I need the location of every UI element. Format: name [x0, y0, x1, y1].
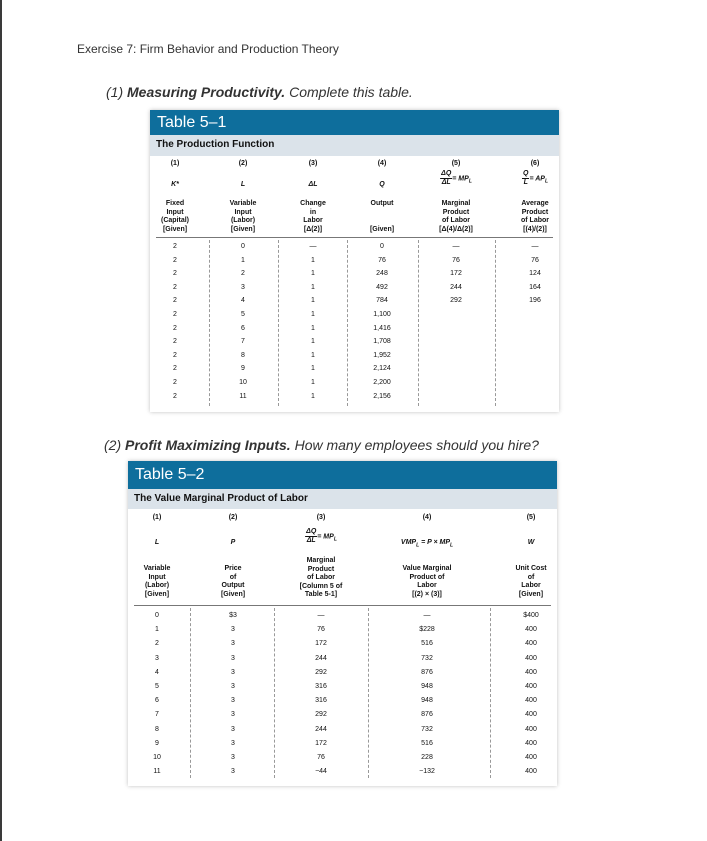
t2-cell-r8-c2: 3	[231, 725, 235, 733]
t2-colnum-1: (1)	[152, 514, 162, 521]
question-1-heading: Measuring Productivity.	[127, 84, 286, 100]
t1-header-3	[300, 200, 326, 234]
t2-vmp-subscript-2: L	[450, 542, 454, 549]
t1-header-6	[521, 200, 549, 234]
t2-cell-r11-c3: −44	[315, 768, 327, 776]
t1-header-2	[230, 200, 257, 234]
t2-cell-r5-c3: 316	[315, 683, 327, 690]
t2-header-5	[515, 565, 546, 599]
t1-cell-r1-c2: 1	[241, 256, 245, 264]
t1-h4-line1: Output	[370, 200, 394, 207]
t2-cell-r0-c4: —	[423, 612, 431, 619]
t2-h3-line5: Table 5-1]	[304, 591, 338, 598]
t1-symbol-k: K*	[171, 181, 179, 188]
t2-cell-r0-c1: 0	[155, 612, 159, 619]
t2-cell-r11-c1: 11	[153, 768, 161, 776]
t2-cell-r11-c5: 400	[525, 768, 537, 776]
t2-cell-r7-c2: 3	[231, 711, 235, 719]
t2-cell-r10-c4: 228	[421, 754, 433, 761]
t2-header-1	[144, 565, 171, 599]
t1-mp-denominator: ΔL	[441, 179, 451, 186]
question-1-text: Complete this table.	[289, 84, 413, 100]
t1-cell-r1-c6: 76	[531, 256, 539, 264]
table-5-2-subtitle: The Value Marginal Product of Labor	[134, 493, 308, 504]
t1-symbol-l: L	[240, 181, 246, 188]
t2-cell-r9-c5: 400	[525, 739, 537, 747]
t2-h3-line3: of Labor	[307, 574, 335, 581]
t1-cell-r4-c1: 2	[173, 297, 177, 305]
t1-divider-5	[495, 240, 496, 406]
t2-cell-r9-c1: 9	[155, 739, 159, 747]
t2-cell-r1-c2: 3	[231, 626, 235, 634]
t2-cell-r6-c3: 316	[315, 697, 327, 705]
t1-colnum-3: (3)	[308, 160, 318, 167]
t1-cell-r3-c4: 492	[376, 283, 388, 291]
t2-cell-r7-c4: 876	[421, 711, 433, 719]
t2-symbol-p: P	[230, 539, 236, 546]
t2-divider-4	[490, 608, 491, 778]
t1-h6-line3: of Labor	[521, 217, 549, 224]
t1-h6-line4: [(4)/(2)]	[523, 225, 547, 233]
t2-cell-r4-c1: 4	[155, 668, 159, 676]
t1-h2-line1: Variable	[229, 200, 257, 207]
t1-cell-r2-c6: 124	[529, 270, 541, 278]
t1-cell-r0-c1: 2	[173, 243, 177, 250]
t1-cell-r6-c2: 6	[241, 324, 245, 332]
t2-cell-r8-c5: 400	[525, 725, 537, 733]
t1-cell-r8-c2: 8	[241, 351, 245, 359]
t1-colnum-4: (4)	[377, 160, 387, 167]
t1-colnum-6: (6)	[530, 160, 540, 167]
t1-cell-r6-c1: 2	[173, 324, 177, 332]
t1-mp-numerator: ΔQ	[441, 170, 452, 177]
table-5-1-header	[150, 110, 559, 135]
t1-cell-r3-c1: 2	[173, 283, 177, 291]
t2-h2-line4: [Given]	[220, 590, 246, 598]
t1-cell-r4-c2: 4	[241, 297, 245, 305]
t2-h2-line3: Output	[221, 582, 245, 589]
t2-h1-line4: [Given]	[144, 590, 170, 598]
t1-cell-r5-c1: 2	[173, 311, 177, 318]
t1-cell-r4-c4: 784	[376, 297, 388, 305]
t2-cell-r5-c5: 400	[525, 683, 537, 690]
t1-cell-r4-c5: 292	[450, 297, 462, 305]
t2-cell-r4-c3: 292	[315, 668, 327, 676]
t2-colnum-3: (3)	[316, 514, 326, 521]
t1-cell-r8-c4: 1,952	[373, 351, 391, 359]
t1-cell-r1-c1: 2	[173, 256, 177, 264]
t2-cell-r1-c5: 400	[525, 626, 537, 634]
t2-cell-r6-c4: 948	[421, 697, 433, 705]
t2-symbol-l: L	[154, 539, 160, 546]
t1-cell-r9-c4: 2,124	[373, 365, 391, 373]
t2-cell-r2-c5: 400	[525, 640, 537, 648]
t1-h6-line2: Product	[521, 208, 549, 216]
t2-h3-line4: [Column 5 of	[299, 582, 343, 590]
t2-cell-r10-c1: 10	[153, 754, 161, 761]
t1-h3-line3: Labor	[303, 217, 323, 224]
t1-h5-line3: of Labor	[442, 217, 470, 224]
t2-vmp-subscript: L	[416, 542, 420, 549]
question-2	[104, 437, 539, 453]
t1-cell-r6-c3: 1	[311, 324, 315, 332]
t2-mp-denominator: ΔL	[306, 537, 316, 544]
t2-h5-line4: [Given]	[518, 590, 544, 598]
t2-cell-r1-c4: $228	[419, 626, 435, 634]
t1-h5-line4: [Δ(4)/Δ(2)]	[439, 225, 473, 233]
t1-ap-numerator: Q	[522, 170, 529, 177]
t2-cell-r8-c1: 8	[155, 725, 159, 733]
t1-cell-r9-c3: 1	[311, 365, 315, 373]
t1-cell-r7-c4: 1,708	[373, 338, 391, 346]
t2-cell-r8-c4: 732	[421, 725, 433, 733]
t2-cell-r6-c5: 400	[525, 697, 537, 705]
t2-divider-1	[190, 608, 191, 778]
t2-h4-line2: Product of	[409, 573, 445, 581]
t1-cell-r5-c4: 1,100	[373, 311, 391, 318]
table-5-1-title: Table 5–1	[157, 114, 227, 131]
t1-h3-line4: [Δ(2)]	[303, 225, 323, 233]
t2-header-4	[402, 565, 451, 599]
t2-h3-line2: Product	[307, 565, 335, 573]
t1-ap-label: = AP	[529, 175, 545, 183]
t1-cell-r2-c4: 248	[376, 270, 388, 278]
t1-cell-r2-c1: 2	[173, 270, 177, 278]
t2-cell-r3-c2: 3	[231, 654, 235, 662]
t2-cell-r9-c2: 3	[231, 739, 235, 747]
t2-cell-r7-c1: 7	[155, 711, 159, 719]
t1-cell-r11-c1: 2	[173, 392, 177, 400]
t2-cell-r1-c1: 1	[155, 626, 159, 634]
t1-cell-r0-c2: 0	[241, 243, 245, 250]
t2-cell-r1-c3: 76	[317, 626, 325, 634]
t2-cell-r10-c5: 400	[525, 754, 537, 761]
t1-cell-r10-c3: 1	[311, 379, 315, 386]
t1-header-1	[161, 200, 189, 234]
t2-header-2	[221, 565, 245, 599]
t2-h4-line1: Value Marginal	[402, 565, 452, 572]
question-2-number: (2)	[104, 437, 122, 453]
t2-cell-r10-c3: 76	[317, 754, 325, 761]
t1-mp-subscript: L	[468, 178, 472, 185]
t1-symbol-delta-l: ΔL	[308, 181, 318, 188]
t1-colnum-5: (5)	[451, 160, 461, 167]
t2-cell-r0-c2: $3	[229, 612, 237, 619]
t2-h2-line1: Price	[224, 565, 242, 572]
table-5-1-subtitle: The Production Function	[156, 139, 275, 150]
t2-symbol-vmp	[401, 539, 453, 548]
t2-cell-r2-c2: 3	[231, 640, 235, 648]
t2-cell-r2-c4: 516	[421, 640, 433, 648]
table-5-2-subtitle-bar	[128, 489, 557, 509]
t1-colnum-1: (1)	[170, 160, 180, 167]
t1-h1-line2: Input	[166, 208, 184, 216]
t1-symbol-q: Q	[379, 181, 385, 188]
table-5-2	[128, 461, 557, 786]
t1-mp-label: = MP	[452, 175, 469, 183]
t1-h2-line4: [Given]	[230, 225, 256, 233]
question-1-number: (1)	[106, 84, 124, 100]
t1-h2-line2: Input	[234, 208, 252, 216]
t2-divider-2	[274, 608, 275, 778]
t2-cell-r6-c2: 3	[231, 697, 235, 705]
t2-cell-r2-c1: 2	[155, 640, 159, 648]
t1-h5-line2: Product	[442, 208, 470, 216]
table-5-2-header	[128, 461, 557, 489]
t2-h4-line4: [(2) × (3)]	[412, 590, 442, 598]
t2-colnum-4: (4)	[422, 514, 432, 521]
t2-cell-r8-c3: 244	[315, 725, 327, 733]
exercise-title: Exercise 7: Firm Behavior and Production Theory	[77, 42, 339, 56]
t2-cell-r5-c1: 5	[155, 683, 159, 690]
t1-divider-4	[418, 240, 419, 406]
t2-cell-r6-c1: 6	[155, 697, 159, 705]
t2-cell-r3-c1: 3	[155, 654, 159, 662]
t2-h2-line2: of	[229, 573, 237, 581]
t1-h3-line1: Change	[300, 200, 326, 207]
t2-h1-line3: (Labor)	[144, 582, 170, 589]
t1-cell-r1-c5: 76	[452, 256, 460, 264]
t2-h5-line2: of	[527, 573, 535, 581]
t2-mp-label: = MP	[317, 533, 334, 541]
t1-cell-r9-c1: 2	[173, 365, 177, 373]
t1-cell-r0-c6: —	[531, 243, 539, 250]
t1-cell-r5-c3: 1	[311, 311, 315, 318]
table-5-1-subtitle-bar	[150, 135, 559, 156]
t2-h3-line1: Marginal	[306, 557, 336, 564]
t1-h4-line4: [Given]	[369, 225, 395, 233]
t2-mp-subscript: L	[333, 536, 337, 543]
t1-cell-r11-c2: 11	[239, 392, 247, 400]
table-5-1	[150, 110, 559, 412]
t1-cell-r6-c4: 1,416	[373, 324, 391, 332]
t1-cell-r0-c4: 0	[380, 243, 384, 250]
t2-h1-line2: Input	[148, 573, 166, 581]
t2-cell-r4-c2: 3	[231, 668, 235, 676]
t1-symbol-ap	[522, 170, 548, 187]
t1-ap-denominator: L	[523, 179, 528, 186]
t1-h2-line3: (Labor)	[230, 217, 256, 224]
t1-cell-r0-c3: —	[309, 243, 317, 250]
t2-h1-line1: Variable	[143, 565, 171, 572]
t2-cell-r11-c2: 3	[231, 768, 235, 776]
t1-h1-line4: [Given]	[162, 225, 188, 233]
t2-cell-r3-c4: 732	[421, 654, 433, 662]
t1-h3-line2: in	[309, 208, 317, 216]
t1-cell-r11-c3: 1	[311, 392, 315, 400]
t2-cell-r4-c4: 876	[421, 668, 433, 676]
t1-cell-r3-c5: 244	[450, 283, 462, 291]
t1-divider-3	[347, 240, 348, 406]
question-1	[106, 84, 413, 100]
t2-cell-r2-c3: 172	[315, 640, 327, 648]
t2-mp-numerator: ΔQ	[306, 528, 317, 535]
t1-cell-r2-c2: 2	[241, 270, 245, 278]
t2-vmp-formula: = P × MP	[419, 539, 451, 546]
t2-cell-r7-c5: 400	[525, 711, 537, 719]
question-2-text: How many employees should you hire?	[294, 437, 539, 453]
t1-cell-r3-c3: 1	[311, 283, 315, 291]
t1-cell-r7-c1: 2	[173, 338, 177, 346]
t2-symbol-mp	[305, 528, 337, 545]
t1-ap-subscript: L	[544, 178, 549, 185]
t1-h6-line1: Average	[521, 200, 549, 207]
t2-divider-3	[368, 608, 369, 778]
t1-cell-r7-c2: 7	[241, 338, 245, 346]
t2-vmp-label: VMP	[400, 539, 417, 546]
t2-h5-line3: Labor	[521, 582, 541, 589]
t1-cell-r10-c4: 2,200	[373, 379, 391, 386]
t2-cell-r3-c5: 400	[525, 654, 537, 662]
t1-colnum-2: (2)	[238, 160, 248, 167]
t2-symbol-w: W	[527, 539, 535, 546]
t1-cell-r4-c6: 196	[529, 297, 541, 305]
t1-cell-r2-c5: 172	[450, 270, 462, 278]
t1-cell-r4-c3: 1	[311, 297, 315, 305]
t2-cell-r0-c3: —	[317, 612, 325, 619]
t1-cell-r1-c4: 76	[378, 256, 386, 264]
t2-cell-r7-c3: 292	[315, 711, 327, 719]
t1-header-5	[439, 200, 473, 234]
t1-divider-2	[278, 240, 279, 406]
t2-cell-r9-c3: 172	[315, 739, 327, 747]
table-5-2-title: Table 5–2	[135, 466, 205, 483]
t1-header-rule	[156, 237, 553, 238]
left-border	[0, 0, 2, 841]
t2-colnum-2: (2)	[228, 514, 238, 521]
t2-cell-r5-c2: 3	[231, 683, 235, 690]
t1-symbol-mp	[440, 170, 472, 187]
t2-h5-line1: Unit Cost	[515, 565, 547, 572]
t1-cell-r3-c6: 164	[529, 283, 541, 291]
t2-cell-r11-c4: −132	[419, 768, 435, 776]
t1-cell-r8-c3: 1	[311, 351, 315, 359]
t1-cell-r0-c5: —	[452, 243, 460, 250]
t2-cell-r5-c4: 948	[421, 683, 433, 690]
t1-divider-1	[209, 240, 210, 406]
t2-cell-r0-c5: $400	[523, 612, 539, 619]
t1-cell-r11-c4: 2,156	[373, 392, 391, 400]
t1-h1-line1: Fixed	[165, 200, 185, 207]
t1-cell-r10-c1: 2	[173, 379, 177, 386]
t1-cell-r10-c2: 10	[239, 379, 247, 386]
t2-h4-line3: Labor	[417, 582, 437, 589]
t2-header-3	[300, 557, 343, 600]
t2-cell-r3-c3: 244	[315, 654, 327, 662]
t1-header-4	[370, 200, 394, 234]
t2-cell-r9-c4: 516	[421, 739, 433, 747]
t1-cell-r9-c2: 9	[241, 365, 245, 373]
t1-cell-r3-c2: 3	[241, 283, 245, 291]
t1-h1-line3: (Capital)	[161, 217, 189, 224]
t1-cell-r5-c2: 5	[241, 311, 245, 318]
t1-cell-r1-c3: 1	[311, 256, 315, 264]
t1-cell-r7-c3: 1	[311, 338, 315, 346]
t1-cell-r2-c3: 1	[311, 270, 315, 278]
t1-h5-line1: Marginal	[441, 200, 471, 207]
t2-cell-r10-c2: 3	[231, 754, 235, 761]
t2-header-rule	[134, 605, 551, 606]
t2-colnum-5: (5)	[526, 514, 536, 521]
t2-cell-r4-c5: 400	[525, 668, 537, 676]
t1-cell-r8-c1: 2	[173, 351, 177, 359]
question-2-heading: Profit Maximizing Inputs.	[125, 437, 291, 453]
